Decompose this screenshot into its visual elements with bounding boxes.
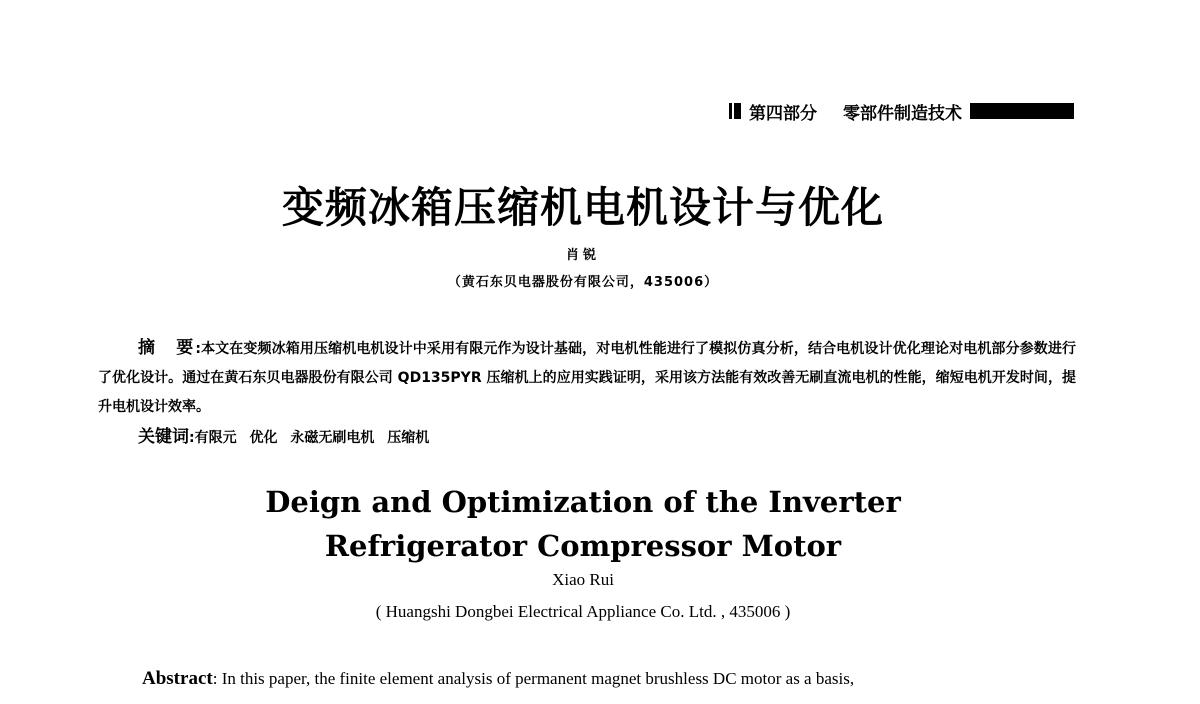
english-title (0, 480, 1166, 568)
english-affiliation: ( Huangshi Dongbei Electrical Appliance Co. Ltd. , 435006 ) (375, 602, 791, 621)
keyword-item: 压缩机 (387, 430, 430, 446)
section-marker-icon (729, 103, 741, 119)
chinese-abstract: 摘 要:本文在变频冰箱用压缩机电机设计中采用有限元作为设计基础，对电机性能进行了模拟仿真分析，结合电机设计优化理论对电机部分参数进行了优化设计。通过在黄石东贝电器股份有限公司 QD135PYR 压缩机上的应用实践证明，采用该方法能有效改善无刷直流电机的性能，缩短电机开发时间，提升电机设计效率。 (98, 338, 1076, 415)
chinese-title: 变频冰箱压缩机电机设计与优化 (281, 183, 884, 232)
chinese-keywords-label: 关键词 (138, 427, 189, 447)
chinese-abstract-text: 本文在变频冰箱用压缩机电机设计中采用有限元作为设计基础，对电机性能进行了模拟仿真分析，结合电机设计优化理论对电机部分参数进行了优化设计。通过在黄石东贝电器股份有限公司 QD135PYR 压缩机上的应用实践证明，采用该方法能有效改善无刷直流电机的性能，缩短电机开发时间，提升电机设计效率。 (98, 341, 1076, 415)
english-title-line-2: Refrigerator Compressor Motor (324, 529, 842, 563)
english-abstract-label: Abstract (142, 668, 213, 689)
english-title-line-1: Deign and Optimization of the Inverter (265, 485, 901, 519)
keyword-item: 有限元 (194, 430, 237, 446)
keyword-item: 永磁无刷电机 (290, 430, 375, 446)
section-bar-icon (970, 103, 1074, 119)
section-label: 第四部分 (749, 103, 817, 124)
chinese-author: 肖锐 (565, 248, 600, 263)
keyword-item: 优化 (249, 430, 278, 446)
chinese-affiliation: （黄石东贝电器股份有限公司，435006） (447, 275, 719, 290)
english-abstract: Abstract: In this paper, the finite element analysis of permanent magnet brushless DC motor as a basis, (142, 668, 855, 689)
section-title: 零部件制造技术 (843, 103, 962, 124)
section-header (729, 96, 1074, 126)
chinese-keywords: 关键词:有限元 优化 永磁无刷电机 压缩机 (138, 427, 430, 447)
chinese-abstract-label: 摘 要 (138, 338, 196, 358)
english-abstract-text: In this paper, the finite element analysis of permanent magnet brushless DC motor as a basis, (221, 669, 855, 688)
english-author: Xiao Rui (552, 570, 614, 589)
